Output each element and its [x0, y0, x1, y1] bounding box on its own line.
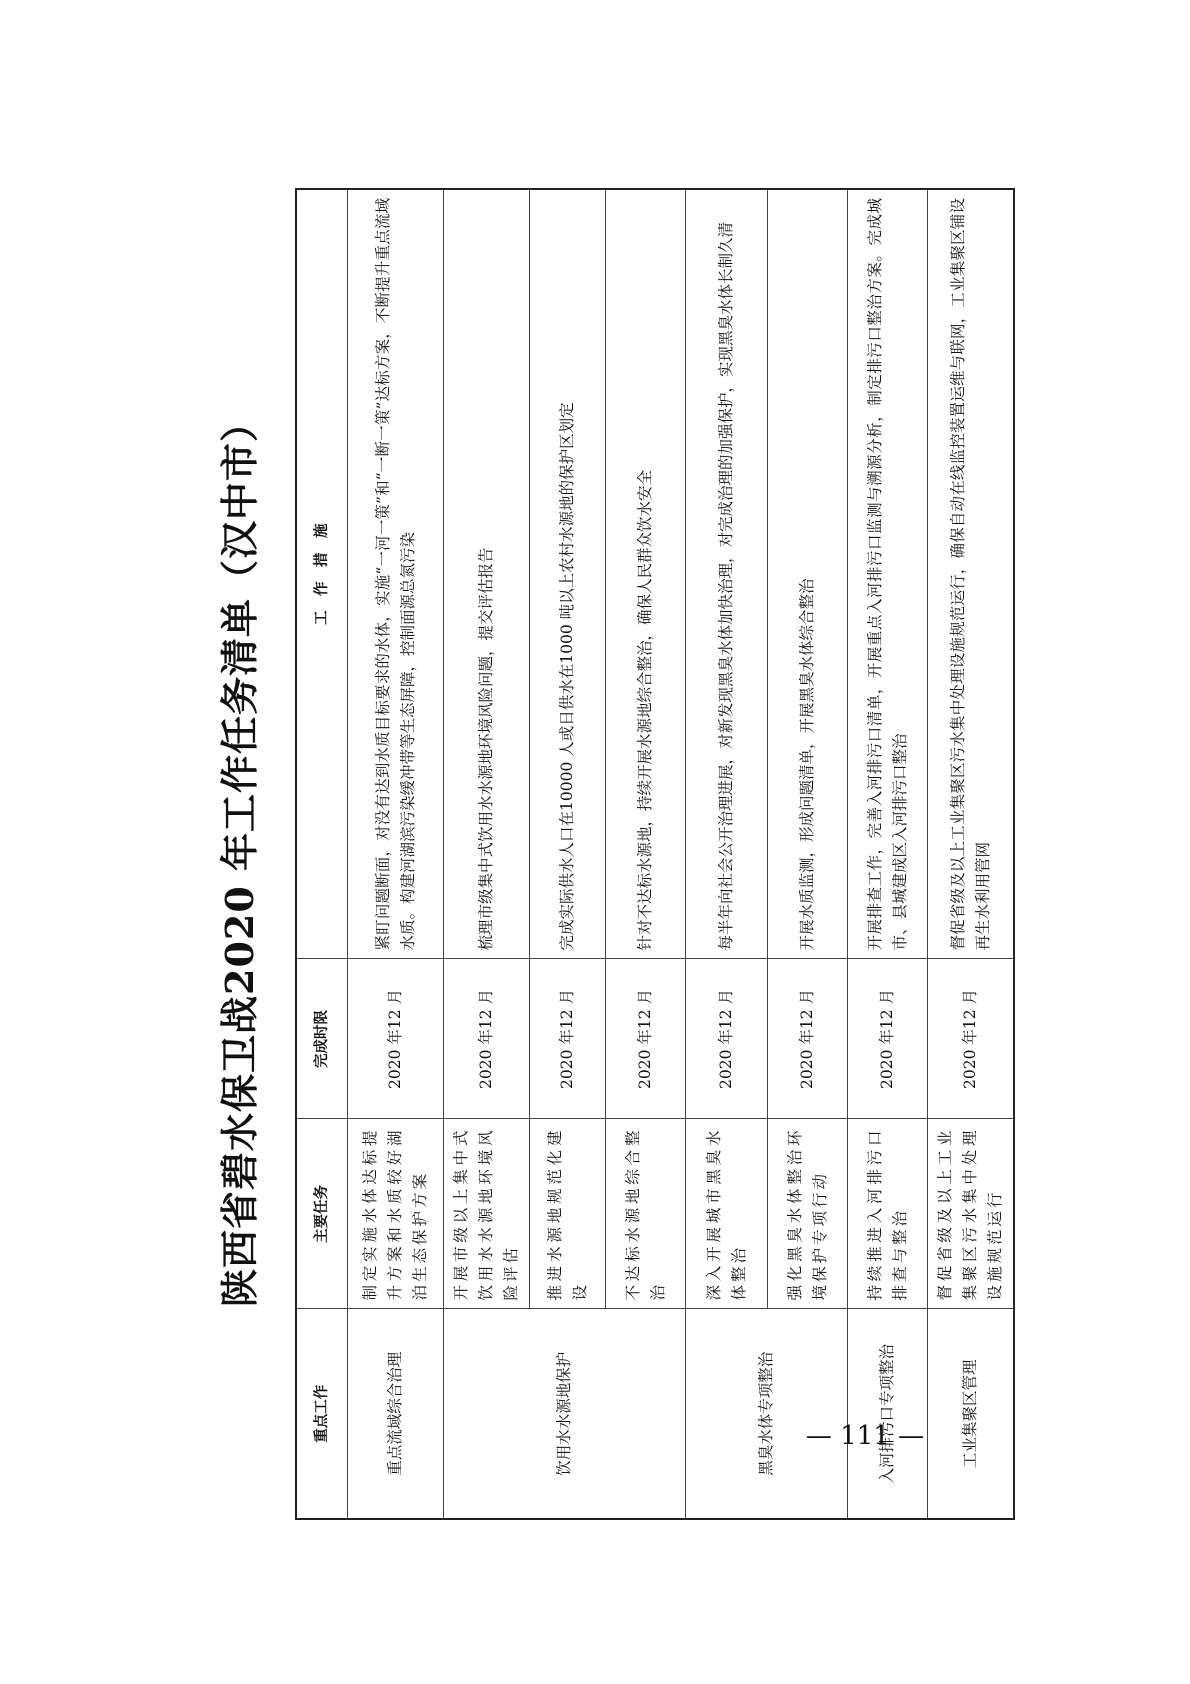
header-task: 主要任务 [296, 1119, 348, 1309]
deadline-cell: 2020 年12 月 [848, 959, 928, 1119]
task-cell: 强化黑臭水体整治环境保护专项行动 [768, 1119, 848, 1309]
task-cell: 督促省级及以上工业集聚区污水集中处理设施规范运行 [928, 1119, 1015, 1309]
measures-cell: 针对不达标水源地，持续开展水源地综合整治，确保人民群众饮水安全 [606, 189, 686, 959]
header-deadline: 完成时限 [296, 959, 348, 1119]
measures-cell: 督促省级及以上工业集聚区污水集中处理设施规范运行，确保自动在线监控装置运维与联网，工业集聚区铺设再生水利用管网 [928, 189, 1015, 959]
table-row [848, 189, 928, 1519]
deadline-cell: 2020 年12 月 [768, 959, 848, 1119]
header-focus: 重点工作 [296, 1309, 348, 1519]
table-header-row [296, 189, 348, 1519]
table-row [348, 189, 444, 1519]
focus-cell: 入河排污口专项整治 [848, 1309, 928, 1519]
deadline-cell: 2020 年12 月 [928, 959, 1015, 1119]
focus-cell: 重点流域综合治理 [348, 1309, 444, 1519]
measures-cell: 梳理市级集中式饮用水水源地环境风险问题，提交评估报告 [444, 189, 530, 959]
measures-cell: 完成实际供水人口在10000 人或日供水在1000 吨以上农村水源地的保护区划定 [530, 189, 606, 959]
task-cell: 制定实施水体达标提升方案和水质较好湖泊生态保护方案 [348, 1119, 444, 1309]
document-title: 陕西省碧水保卫战2020 年工作任务清单（汉中市） [217, 403, 262, 1307]
table-row [928, 189, 1015, 1519]
focus-cell: 黑臭水体专项整治 [686, 1309, 848, 1519]
deadline-cell: 2020 年12 月 [348, 959, 444, 1119]
deadline-cell: 2020 年12 月 [606, 959, 686, 1119]
deadline-cell: 2020 年12 月 [444, 959, 530, 1119]
focus-cell: 饮用水水源地保护 [444, 1309, 686, 1519]
measures-cell: 每半年向社会公开治理进展，对新发现黑臭水体加快治理，对完成治理的加强保护，实现黑臭水体长制久清 [686, 189, 768, 959]
table-row [444, 189, 530, 1519]
deadline-cell: 2020 年12 月 [686, 959, 768, 1119]
task-cell: 开展市级以上集中式饮用水水源地环境风险评估 [444, 1119, 530, 1309]
focus-cell: 工业集聚区管理 [928, 1309, 1015, 1519]
task-cell: 不达标水源地综合整治 [606, 1119, 686, 1309]
measures-cell: 开展排查工作，完善入河排污口清单，开展重点入河排污口监测与溯源分析，制定排污口整治方案。完成城市、县城建成区入河排污口整治 [848, 189, 928, 959]
measures-cell: 紧盯问题断面，对没有达到水质目标要求的水体，实施“一河一策”和“一断一策”达标方案，不断提升重点流域水质。构建河湖滨污染缓冲带等生态屏障，控制面源总氮污染 [348, 189, 444, 959]
task-cell: 推进水源地规范化建设 [530, 1119, 606, 1309]
deadline-cell: 2020 年12 月 [530, 959, 606, 1119]
header-measures: 工 作 措 施 [296, 189, 348, 959]
task-cell: 深入开展城市黑臭水体整治 [686, 1119, 768, 1309]
table-row [686, 189, 768, 1519]
task-table [295, 188, 1015, 1520]
task-cell: 持续推进入河排污口排查与整治 [848, 1119, 928, 1309]
rotated-page [210, 190, 1004, 1520]
page-number: — 111 — [805, 1421, 925, 1451]
measures-cell: 开展水质监测，形成问题清单，开展黑臭水体综合整治 [768, 189, 848, 959]
